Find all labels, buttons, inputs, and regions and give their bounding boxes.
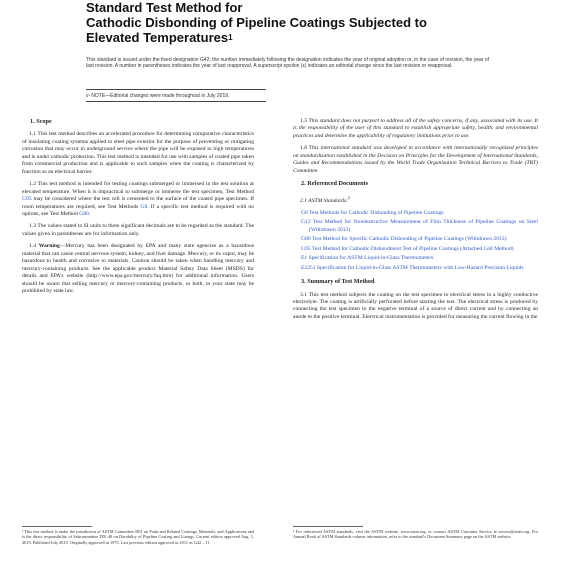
ref-link-g95[interactable]: G95 [22,196,32,203]
para-1-6: 1.6 This international standard was developed in accordance with internationally recognized principles on standardization established in the Decision on Principles for the Development of International Standards, Guides and Recommendations issued by the World Trade Organization Technical Barriers to Trade (TBT) Committee. [293,145,538,174]
editorial-note-rule-bottom [86,101,266,102]
title-line-3: Elevated Temperatures$^1$ [86,30,233,45]
para-1-5: 1.5 This standard does not purport to address all of the safety concerns, if any, associated with its use. It is the responsibility of the user of this standard to establish appropriate safety, health, and environmental practices and determine the applicability of regulatory limitations prior to use. [293,118,538,139]
editorial-note: ε¹ NOTE—Editorial changes were made throughout in July 2019. [86,93,230,99]
para-1-3: 1.3 The values stated in SI units to three significant decimals are to be regarded as the standard. The values given in parentheses are for information only. [22,223,254,237]
document-title [86,0,506,45]
ref-link-g8[interactable]: G8 [140,203,148,210]
right-column [293,118,538,326]
ref-item-e1[interactable]: E1 Specification for ASTM Liquid-in-Glass Thermometers [301,255,434,262]
ref-link-g80[interactable]: G80 [79,210,89,217]
footnote-rule-left [22,526,92,527]
astm-standards-intro: 2.1 ASTM Standards:$^2$ [300,194,351,204]
para-1-1: 1.1 This test method describes an accelerated procedure for determining comparative characteristics of insulating coating systems applied to steel pipe exterior for the purpose of preventing or mitigating corrosion that may occur in underground service where the pipe will be exposed to high temperatures and is under cathodic protection. This test method is intended for use with samples of coated pipe taken from commercial production and is applicable to such samples when the coating is characterized by function as an electrical barrier. [22,131,254,175]
ref-item-g8[interactable]: G8 Test Methods for Cathodic Disbonding of Pipeline Coatings [301,209,444,216]
para-3-1: 3.1 This test method subjects the coating on the test specimen to electrical stress in a highly conductive electrolyte. The coating is artificially perforated before starting the test. The electrical stress is produced by connecting the test specimen to the negative terminal of a source of direct current and by connecting an anode to the positive terminal. Electrical instrumentation is provided for measuring the current flowing in the [293,291,538,320]
title-line-2: Cathodic Disbonding of Pipeline Coatings Subjected to [86,15,427,30]
ref-item-e2251[interactable]: E2251 Specification for Liquid-in-Glass ASTM Thermometers with Low-Hazard Precision Liquids [301,264,524,271]
left-column [22,118,254,301]
ref-item-g95[interactable]: G95 Test Method for Cathodic Disbondment Test of Pipeline Coatings (Attached Cell Method) [301,245,514,252]
ref-item-g12[interactable]: G12 Test Method for Nondestructive Measurement of Film Thickness of Pipeline Coatings on Steel (Withdrawn 2013) [301,219,538,233]
footnote-left: ¹ This test method is under the jurisdiction of ASTM Committee D01 on Paint and Related Coatings, Materials, and Applications and is the direct responsibility of Subcommittee D01.48 on Durability of Pipeline Coating and Linings. Current edition approved Aug. 1, 2019. Published July 2019. Originally approved in 1975. Last previous edition approved in 2011 as G42 – 11. [22,529,254,545]
referenced-documents-heading: 2. Referenced Documents [301,180,369,188]
footnote-rule-right [293,526,363,527]
title-line-1: Standard Test Method for [86,0,243,15]
summary-heading: 3. Summary of Test Method [301,278,375,286]
editorial-note-rule-top [86,89,266,90]
para-1-4: 1.4 Warning—Mercury has been designated by EPA and many state agencies as a hazardous material that can cause central nervous system, kidney, and liver damage. Mercury, or its vapor, may be hazardous to health and corrosive to materials. Caution should be taken when handling mercury and mercury-containing products. See the applicable product Material Safety Data Sheet (MSDS) for details and EPA's website (http://www.epa.gov/mercury/faq.htm) for additional information. Users should be aware that selling mercury or mercury-containing products, or both, in your state may be prohibited by state law. [22,243,254,295]
para-1-2: 1.2 This test method is intended for testing coatings submerged or immersed in the test solution at elevated temperature. When it is impractical to submerge or immerse the test specimen, Test Method G95 may be considered where the test cell is cemented to the surface of the coated pipe specimen. If room temperatures are required, see Test Methods G8. If a specific test method is required with no options, see Test Method G80. [22,181,254,217]
footnote-right: ² For referenced ASTM standards, visit the ASTM website, www.astm.org, or contact ASTM Customer Service at service@astm.org. For Annual Book of ASTM Standards volume information, refer to the standard's Document Summary page on the ASTM website. [293,529,538,540]
scope-heading: 1. Scope [30,118,52,125]
designation-notice: This standard is issued under the fixed designation G42; the number immediately following the designation indicates the year of original adoption or, in the case of revision, the year of last revision. A number in parentheses indicates the year of last reapproval. A superscript epsilon (ε) indicates an editorial change since the last revision or reapproval. [86,57,490,70]
ref-item-g80[interactable]: G80 Test Method for Specific Cathodic Disbonding of Pipeline Coatings (Withdrawn 2013) [301,236,507,243]
title-footnote-mark: 1 [228,33,233,42]
warning-label: Warning [38,243,60,250]
